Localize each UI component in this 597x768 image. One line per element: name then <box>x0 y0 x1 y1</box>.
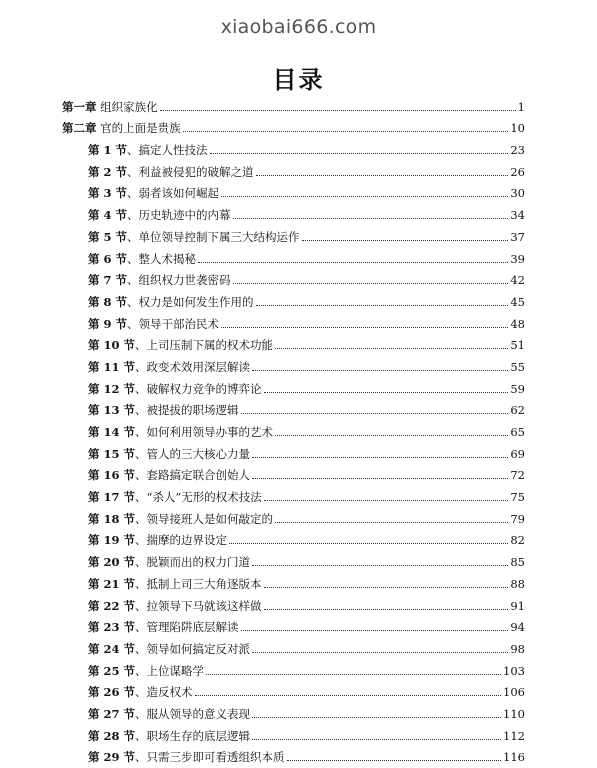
toc-entry-page-number: 79 <box>510 511 525 526</box>
toc-entry[interactable] <box>62 331 525 353</box>
toc-entry[interactable] <box>62 157 525 179</box>
toc-entry-title: 、“杀人”无形的权术技法 <box>135 490 262 505</box>
toc-entry-title: 、被提拔的职场逻辑 <box>135 403 239 418</box>
toc-entry[interactable] <box>62 699 525 721</box>
toc-entry-label <box>88 512 273 526</box>
toc-entry-title: 、管理陷阱底层解读 <box>135 620 239 635</box>
toc-entry-title: 、利益被侵犯的破解之道 <box>127 164 254 179</box>
toc-entry-number: 第 25 节 <box>88 663 136 678</box>
toc-entry[interactable] <box>62 526 525 548</box>
toc-entry[interactable] <box>62 374 525 396</box>
watermark: xiaobai666.com <box>220 16 377 38</box>
toc-entry[interactable] <box>62 244 525 266</box>
toc-entry-number: 第 29 节 <box>88 750 136 765</box>
toc-entry-page-number: 39 <box>510 251 525 266</box>
toc-entry-page-number: 51 <box>510 338 525 353</box>
dot-leader <box>256 165 509 176</box>
toc-entry-page-number: 10 <box>510 121 525 136</box>
toc-entry[interactable] <box>62 504 525 526</box>
toc-entry-title: 、搞定人性技法 <box>127 143 208 158</box>
toc-entry-page-number: 59 <box>510 381 525 396</box>
dot-leader <box>287 750 502 761</box>
dot-leader <box>198 252 508 263</box>
toc-entry[interactable] <box>62 114 525 136</box>
toc-entry-page-number: 1 <box>517 99 525 114</box>
toc-entry-title: 、揣摩的边界设定 <box>135 533 228 548</box>
dot-leader <box>229 533 508 544</box>
toc-entry-label <box>88 577 262 591</box>
toc-entry-page-number: 65 <box>510 425 525 439</box>
toc-entry-label <box>88 468 250 482</box>
toc-entry-number: 第 11 节 <box>88 359 136 374</box>
toc-entry-label <box>88 620 239 634</box>
dot-leader <box>264 382 509 393</box>
toc-entry[interactable] <box>62 591 525 613</box>
toc-entry-label <box>88 143 208 157</box>
toc-entry-page-number: 110 <box>503 706 525 721</box>
toc-entry-page-number: 98 <box>510 641 525 656</box>
toc-entry-page-number: 91 <box>510 598 525 613</box>
toc-entry-title: 、抵制上司三大角逐版本 <box>135 576 262 591</box>
toc-entry-number: 第一章 <box>62 99 97 114</box>
toc-entry-number: 第 5 节 <box>88 229 128 244</box>
toc-entry-title: 、拉领导下马就该这样做 <box>135 598 262 613</box>
toc-entry-title: 、整人术揭秘 <box>127 251 197 266</box>
toc-entry[interactable] <box>62 287 525 309</box>
dot-leader <box>252 707 501 718</box>
toc-entry-label <box>88 338 273 352</box>
toc-entry-number: 第 23 节 <box>88 620 136 635</box>
toc-entry-label <box>88 685 193 699</box>
toc-entry-number: 第 19 节 <box>88 533 136 548</box>
toc-entry[interactable] <box>62 222 525 244</box>
dot-leader <box>252 555 508 566</box>
toc-entry-label <box>88 295 254 309</box>
toc-entry-page-number: 103 <box>503 663 525 678</box>
toc-entry[interactable] <box>62 461 525 483</box>
toc-entry-label <box>88 382 262 396</box>
dot-leader <box>241 620 509 631</box>
dot-leader <box>221 186 508 197</box>
dot-leader <box>206 664 501 675</box>
toc-entry[interactable] <box>62 613 525 635</box>
toc-entry-label <box>88 555 250 569</box>
toc-entry-title: 官的上面是贵族 <box>100 121 181 136</box>
toc-entry[interactable] <box>62 656 525 678</box>
toc-entry-number: 第 6 节 <box>88 251 128 266</box>
toc-entry-number: 第 27 节 <box>88 706 136 721</box>
toc-entry-title: 、单位领导控制下属三大结构运作 <box>127 229 300 244</box>
toc-entry[interactable] <box>62 200 525 222</box>
toc-entry-label <box>88 317 219 331</box>
dot-leader <box>256 295 509 306</box>
toc-entry-page-number: 88 <box>510 576 525 591</box>
toc-entry-number: 第 14 节 <box>88 425 136 439</box>
toc-entry-number: 第二章 <box>62 121 97 136</box>
toc-entry-page-number: 82 <box>510 533 525 548</box>
dot-leader <box>252 729 501 740</box>
toc-entry-number: 第 1 节 <box>88 143 128 158</box>
toc-entry-title: 、权力是如何发生作用的 <box>127 294 254 309</box>
toc-entry-title: 、如何利用领导办事的艺术 <box>135 425 274 439</box>
dot-leader <box>221 317 508 328</box>
toc-entry-label <box>88 490 262 504</box>
dot-leader <box>195 685 502 696</box>
toc-entry-label <box>88 750 285 764</box>
toc-entry-title: 、服从领导的意义表现 <box>135 706 251 721</box>
toc-entry-title: 、领导干部治民术 <box>127 316 220 331</box>
toc-entry-title: 组织家族化 <box>100 99 158 114</box>
toc-entry-title: 、领导接班人是如何敲定的 <box>135 511 274 526</box>
toc-entry-title: 、政变术效用深层解读 <box>135 359 251 374</box>
toc-entry-page-number: 26 <box>510 164 525 179</box>
toc-entry-label <box>88 208 231 222</box>
toc-entry-page-number: 48 <box>510 316 525 331</box>
toc-entry-page-number: 42 <box>510 273 525 288</box>
toc-entry-label <box>88 403 239 417</box>
dot-leader <box>241 403 509 414</box>
toc-entry-title: 、造反权术 <box>135 685 193 700</box>
toc-entry-page-number: 106 <box>503 685 525 700</box>
toc-entry-title: 、历史轨迹中的内幕 <box>127 208 231 223</box>
dot-leader <box>264 490 509 501</box>
toc-entry-page-number: 69 <box>510 446 525 461</box>
dot-leader <box>302 230 509 241</box>
dot-leader <box>264 577 509 588</box>
toc-entry-number: 第 4 节 <box>88 208 128 223</box>
dot-leader <box>233 208 509 219</box>
toc-entry-title: 、破解权力竞争的博弈论 <box>135 381 262 396</box>
toc-entry-page-number: 94 <box>510 620 525 635</box>
toc-entry-label <box>88 252 196 266</box>
toc-entry-label <box>88 533 227 547</box>
toc-entry-label <box>88 447 250 461</box>
toc-entry-number: 第 16 节 <box>88 468 136 483</box>
dot-leader <box>252 642 508 653</box>
toc-entry-number: 第 26 节 <box>88 685 136 700</box>
toc-entry-page-number: 116 <box>503 750 525 765</box>
dot-leader <box>233 273 509 284</box>
toc-entry[interactable] <box>62 309 525 331</box>
toc-entry-number: 第 2 节 <box>88 164 128 179</box>
dot-leader <box>210 143 509 154</box>
table-of-contents <box>62 92 525 764</box>
toc-entry-title: 、弱者该如何崛起 <box>127 186 220 201</box>
toc-entry-number: 第 15 节 <box>88 446 136 461</box>
toc-entry[interactable] <box>62 92 525 114</box>
toc-entry-number: 第 8 节 <box>88 294 128 309</box>
toc-entry-page-number: 62 <box>510 403 525 418</box>
dot-leader <box>275 425 508 436</box>
toc-entry-title: 、组织权力世袭密码 <box>127 273 231 288</box>
toc-entry[interactable] <box>62 352 525 374</box>
toc-entry-title: 、只需三步即可看透组织本质 <box>135 750 285 765</box>
toc-entry-label <box>88 230 300 244</box>
toc-entry[interactable] <box>62 678 525 700</box>
toc-entry-number: 第 7 节 <box>88 273 128 288</box>
dot-leader <box>183 121 509 132</box>
dot-leader <box>252 447 508 458</box>
toc-entry-number: 第 18 节 <box>88 511 136 526</box>
toc-entry-title: 、上司压制下属的权术功能 <box>135 338 274 353</box>
toc-entry-page-number: 34 <box>510 208 525 223</box>
toc-entry-number: 第 22 节 <box>88 598 136 613</box>
toc-entry-label <box>88 425 273 439</box>
toc-entry-label <box>88 273 231 287</box>
toc-entry-title: 、上位谋略学 <box>135 663 205 678</box>
toc-entry[interactable] <box>62 482 525 504</box>
toc-entry-number: 第 28 节 <box>88 728 136 743</box>
dot-leader <box>275 512 508 523</box>
toc-entry-page-number: 45 <box>510 294 525 309</box>
toc-entry[interactable] <box>62 439 525 461</box>
toc-entry[interactable] <box>62 179 525 201</box>
dot-leader <box>264 599 509 610</box>
toc-entry-number: 第 20 节 <box>88 555 136 570</box>
toc-entry-label <box>88 664 204 678</box>
toc-entry-number: 第 12 节 <box>88 381 136 396</box>
toc-entry-title: 、职场生存的底层逻辑 <box>135 728 251 743</box>
toc-entry-page-number: 85 <box>510 555 525 570</box>
toc-entry-number: 第 17 节 <box>88 490 136 505</box>
toc-entry-page-number: 37 <box>510 229 525 244</box>
toc-entry-page-number: 30 <box>510 186 525 201</box>
toc-entry-page-number: 75 <box>510 490 525 505</box>
dot-leader <box>275 338 508 349</box>
toc-entry-page-number: 55 <box>510 359 525 374</box>
dot-leader <box>160 100 516 111</box>
toc-entry-number: 第 3 节 <box>88 186 128 201</box>
toc-entry-title: 、套路搞定联合创始人 <box>135 468 251 483</box>
toc-entry-number: 第 13 节 <box>88 403 136 418</box>
toc-entry[interactable] <box>62 721 525 743</box>
toc-entry-page-number: 112 <box>503 728 525 743</box>
toc-entry-number: 第 9 节 <box>88 316 128 331</box>
page-title: 目录 <box>272 66 325 94</box>
toc-entry-title: 、管人的三大核心力量 <box>135 446 251 461</box>
toc-entry-number: 第 24 节 <box>88 641 136 656</box>
toc-entry[interactable] <box>62 266 525 288</box>
toc-entry-label <box>88 599 262 613</box>
toc-entry-number: 第 21 节 <box>88 576 136 591</box>
toc-entry-page-number: 72 <box>510 468 525 483</box>
toc-entry[interactable] <box>62 634 525 656</box>
toc-entry[interactable] <box>62 417 525 439</box>
toc-entry-label <box>62 121 181 135</box>
toc-entry-label <box>88 729 250 743</box>
toc-entry[interactable] <box>62 547 525 569</box>
dot-leader <box>252 360 508 371</box>
toc-entry[interactable] <box>62 569 525 591</box>
toc-entry-label <box>88 360 250 374</box>
toc-entry-label <box>88 165 254 179</box>
toc-entry[interactable] <box>62 743 525 765</box>
toc-entry-label <box>88 642 250 656</box>
toc-entry-label <box>88 707 250 721</box>
toc-entry[interactable] <box>62 135 525 157</box>
dot-leader <box>252 468 508 479</box>
toc-entry-label <box>88 186 219 200</box>
toc-entry-title: 、脱颖而出的权力门道 <box>135 555 251 570</box>
toc-entry-page-number: 23 <box>510 143 525 158</box>
toc-entry-number: 第 10 节 <box>88 338 136 353</box>
toc-entry-label <box>62 100 158 114</box>
toc-entry[interactable] <box>62 396 525 418</box>
toc-entry-title: 、领导如何搞定反对派 <box>135 641 251 656</box>
